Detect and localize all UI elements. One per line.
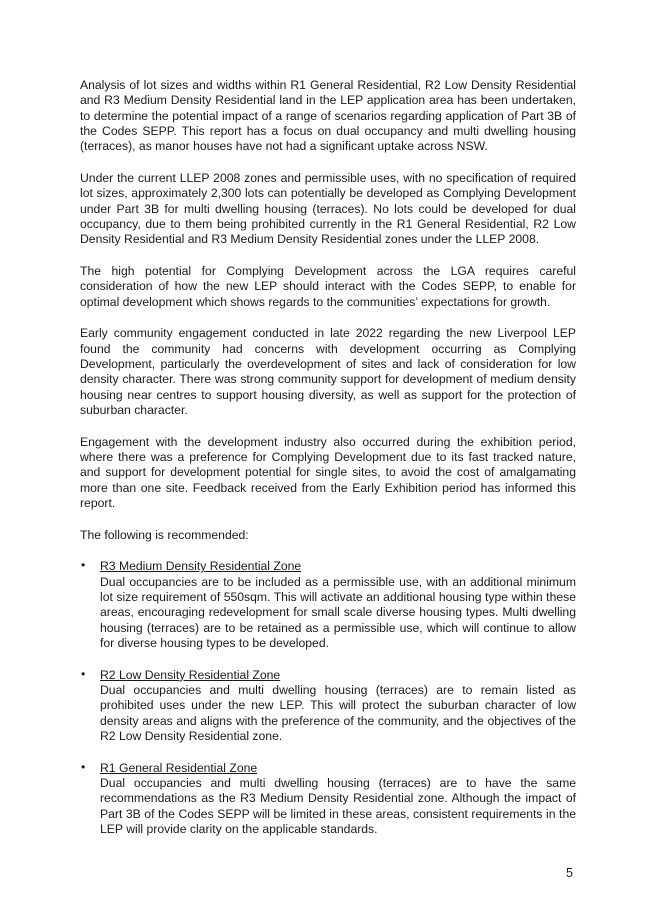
paragraph-current-llep: Under the current LLEP 2008 zones and permissible uses, with no specification of required lot sizes, approximately 2,300 lots can potentially be developed as Complying Development under Part 3B for multi dwelling housing (terraces). No lots could be developed for dual occupancy, due to them being prohibited currently in the R1 General Residential, R2 Low Density Residential and R3 Medium Density Residential zones under the LLEP 2008.	[80, 170, 576, 247]
recommendation-item-r1	[80, 761, 576, 837]
recommendation-title: R1 General Residential Zone	[100, 760, 258, 775]
document-body	[80, 78, 576, 854]
paragraph-community-engagement: Early community engagement conducted in late 2022 regarding the new Liverpool LEP found the community had concerns with development occurring as Complying Development, particularly the overdevelopment of sites and lack of consideration for low density character. There was strong community support for development of medium density housing near centres to support housing diversity, as well as support for the protection of suburban character.	[80, 326, 576, 417]
page-number: 5	[566, 866, 573, 880]
bullet-icon: •	[81, 666, 86, 681]
recommendation-body: Dual occupancies are to be included as a permissible use, with an additional minimum lot size requirement of 550sqm. This will activate an additional housing type within these areas, encouraging redevelopment for small scale diverse housing types. Multi dwelling housing (terraces) are to be retained as a permissible use, which will continue to allow for diverse housing types to be developed.	[100, 574, 576, 650]
paragraph-complying-potential: The high potential for Complying Development across the LGA requires careful consideration of how the new LEP should interact with the Codes SEPP, to enable for optimal development which shows regards to the communities’ expectations for growth.	[80, 263, 576, 309]
recommendation-body: Dual occupancies and multi dwelling housing (terraces) are to have the same recommendations as the R3 Medium Density Residential zone. Although the impact of Part 3B of the Codes SEPP will be limited in these areas, consistent requirements in the LEP will provide clarity on the applicable standards.	[100, 775, 576, 836]
recommendation-intro: The following is recommended:	[80, 527, 249, 542]
bullet-icon: •	[81, 759, 86, 774]
recommendation-item-r3	[80, 559, 576, 651]
bullet-icon: •	[81, 558, 86, 573]
recommendation-item-r2	[80, 668, 576, 744]
recommendation-list	[80, 559, 576, 837]
recommendation-body: Dual occupancies and multi dwelling housing (terraces) are to remain listed as prohibited uses under the new LEP. This will protect the suburban character of low density areas and aligns with the preference of the community, and the objectives of the R2 Low Density Residential zone.	[100, 683, 576, 743]
recommendation-title: R3 Medium Density Residential Zone	[100, 559, 302, 574]
paragraph-industry-engagement: Engagement with the development industry also occurred during the exhibition period, where there was a preference for Complying Development due to its fast tracked nature, and support for development potential for single sites, to avoid the cost of amalgamating more than one site. Feedback received from the Early Exhibition period has informed this report.	[80, 434, 576, 510]
paragraph-lot-analysis: Analysis of lot sizes and widths within R1 General Residential, R2 Low Density Residential and R3 Medium Density Residential land in the LEP application area has been undertaken, to determine the potential impact of a range of scenarios regarding application of Part 3B of the Codes SEPP. This report has a focus on dual occupancy and multi dwelling housing (terraces), as manor houses have not had a significant uptake across NSW.	[80, 78, 576, 154]
recommendation-title: R2 Low Density Residential Zone	[100, 667, 281, 682]
